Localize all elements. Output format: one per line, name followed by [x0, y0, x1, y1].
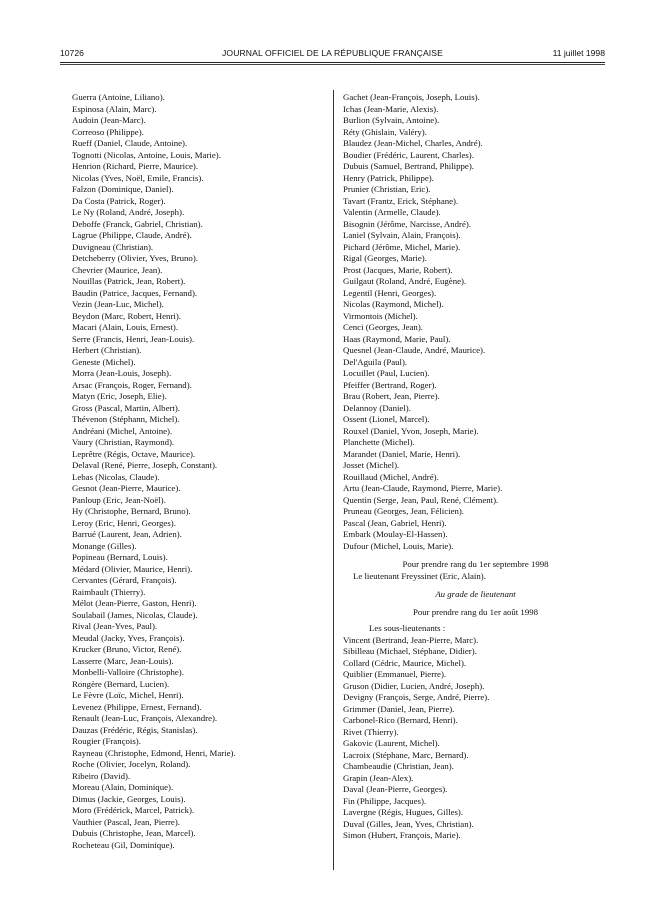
name-entry: Mélot (Jean-Pierre, Gaston, Henri).	[72, 598, 197, 608]
name-entry: Lacroix (Stéphane, Marc, Bernard).	[343, 749, 469, 760]
name-entry: Pruneau (Georges, Jean, Félicien).	[343, 506, 465, 516]
name-entry: Espinosa (Alain, Marc).	[72, 103, 157, 114]
name-entry: Hy (Christophe, Bernard, Bruno).	[72, 506, 191, 516]
name-entry: Legentil (Henri, Georges).	[343, 287, 437, 298]
name-entry: Rival (Jean-Yves, Paul).	[72, 621, 158, 631]
name-entry: Laniel (Sylvain, Alain, François).	[343, 230, 461, 240]
right-name-list	[343, 92, 608, 552]
name-entry: Rouxel (Daniel, Yvon, Joseph, Marie).	[343, 425, 479, 436]
column-divider	[333, 90, 334, 870]
name-entry: Quesnel (Jean-Claude, André, Maurice).	[343, 345, 486, 355]
name-entry: Da Costa (Patrick, Roger).	[72, 195, 166, 206]
name-entry: Rueff (Daniel, Claude, Antoine).	[72, 138, 188, 148]
left-column	[72, 92, 327, 851]
name-entry: Dubuis (Christophe, Jean, Marcel).	[72, 828, 196, 838]
name-entry: Correoso (Philippe).	[72, 126, 144, 137]
name-entry: Guilgaut (Roland, André, Eugène).	[343, 276, 467, 286]
name-entry: Quiblier (Emmanuel, Pierre).	[343, 669, 447, 679]
name-entry: Tavart (Frantz, Erick, Stéphane).	[343, 195, 459, 206]
name-entry: Henry (Patrick, Philippe).	[343, 172, 434, 183]
name-entry: Lavergne (Régis, Hugues, Gilles).	[343, 807, 464, 817]
name-entry: Médard (Olivier, Maurice, Henri).	[72, 563, 193, 574]
journal-title: JOURNAL OFFICIEL DE LA RÉPUBLIQUE FRANÇAISE	[222, 48, 443, 58]
name-entry: Daval (Jean-Pierre, Georges).	[343, 784, 448, 794]
name-entry: Ichas (Jean-Marie, Alexis).	[343, 103, 439, 114]
name-entry: Rongère (Bernard, Lucien).	[72, 678, 170, 689]
name-entry: Lebas (Nicolas, Claude).	[72, 471, 160, 482]
name-entry: Bisognin (Jérôme, Narcisse, André).	[343, 218, 472, 229]
name-entry: Levenez (Philippe, Ernest, Fernand).	[72, 701, 202, 712]
right-column	[343, 92, 608, 842]
name-entry: Blaudez (Jean-Michel, Charles, André).	[343, 138, 483, 148]
section-heading-august: Pour prendre rang du 1er août 1998	[412, 606, 539, 617]
name-entry: Locuillet (Paul, Lucien).	[343, 368, 430, 378]
name-entry: Vaury (Christian, Raymond).	[72, 437, 175, 447]
name-entry: Rivet (Thierry).	[343, 726, 399, 737]
name-entry: Chevrier (Maurice, Jean).	[72, 264, 163, 275]
name-entry: Valentin (Armelle, Claude).	[343, 207, 441, 217]
name-entry: Dubuis (Samuel, Bertrand, Philippe).	[343, 161, 474, 171]
name-entry: Matyn (Eric, Joseph, Elie).	[72, 391, 167, 401]
name-entry: Dimus (Jackie, Georges, Louis).	[72, 793, 186, 804]
name-entry: Leroy (Eric, Henri, Georges).	[72, 517, 176, 528]
name-entry: Embark (Moulay-El-Hassen).	[343, 529, 448, 539]
name-entry: Gross (Pascal, Martin, Albert).	[72, 402, 180, 413]
name-entry: Tognotti (Nicolas, Antoine, Louis, Marie).	[72, 149, 221, 160]
name-entry: Haas (Raymond, Marie, Paul).	[343, 333, 451, 344]
name-entry: Réty (Ghislain, Valéry).	[343, 126, 427, 137]
name-entry: Moreau (Alain, Dominique).	[72, 782, 174, 792]
name-entry: Vezin (Jean-Luc, Michel).	[72, 299, 164, 309]
name-entry: Dufour (Michel, Louis, Marie).	[343, 540, 454, 551]
name-entry: Lasserre (Marc, Jean-Louis).	[72, 655, 174, 666]
name-entry: Barrué (Laurent, Jean, Adrien).	[72, 529, 182, 539]
name-entry: Popineau (Bernard, Louis).	[72, 552, 168, 562]
name-entry: Thévenon (Stéphann, Michel).	[72, 414, 180, 424]
name-entry: Andréani (Michel, Antoine).	[72, 425, 173, 436]
name-entry: Nouillas (Patrick, Jean, Robert).	[72, 276, 186, 286]
name-entry: Vauthier (Pascal, Jean, Pierre).	[72, 816, 180, 827]
name-entry: Duval (Gilles, Jean, Yves, Christian).	[343, 818, 474, 829]
name-entry: Duvigneau (Christian).	[72, 241, 154, 252]
name-entry: Rigal (Georges, Marie).	[343, 253, 427, 263]
issue-date: 11 juillet 1998	[552, 48, 605, 58]
sous-lieutenants-label: Les sous-lieutenants :	[369, 623, 446, 633]
name-entry: Henrion (Richard, Pierre, Maurice).	[72, 161, 199, 171]
freyssinet-entry: Le lieutenant Freyssinet (Eric, Alain).	[353, 570, 486, 581]
name-entry: Gachet (Jean-François, Joseph, Louis).	[343, 92, 480, 102]
name-entry: Lagrue (Philippe, Claude, André).	[72, 230, 192, 240]
header-rule-secondary	[60, 64, 605, 65]
name-entry: Serre (Francis, Henri, Jean-Louis).	[72, 333, 195, 344]
name-entry: Guerra (Antoine, Liliano).	[72, 92, 165, 102]
name-entry: Geneste (Michel).	[72, 356, 136, 367]
grade-heading: Au grade de lieutenant	[435, 589, 516, 599]
name-entry: Sibilleau (Michael, Stéphane, Didier).	[343, 646, 477, 656]
name-entry: Delaval (René, Pierre, Joseph, Constant).	[72, 460, 218, 470]
name-entry: Simon (Hubert, François, Marie).	[343, 830, 461, 840]
name-entry: Chambeaudie (Christian, Jean).	[343, 761, 454, 771]
name-entry: Pichard (Jérôme, Michel, Marie).	[343, 241, 461, 252]
name-entry: Leprêtre (Régis, Octave, Maurice).	[72, 448, 196, 459]
name-entry: Marandet (Daniel, Marie, Henri).	[343, 448, 461, 459]
name-entry: Ribeiro (David).	[72, 770, 131, 781]
name-entry: Brau (Robert, Jean, Pierre).	[343, 391, 440, 401]
section-heading-september: Pour prendre rang du 1er septembre 1998	[402, 559, 549, 569]
name-entry: Soulabail (James, Nicolas, Claude).	[72, 609, 198, 620]
page-number: 10726	[60, 48, 84, 58]
name-entry: Monbelli-Valloire (Christophe).	[72, 667, 184, 677]
sous-lieutenants-list	[343, 635, 608, 842]
name-entry: Burlion (Sylvain, Antoine).	[343, 115, 440, 125]
name-entry: Nicolas (Raymond, Michel).	[343, 299, 444, 309]
name-entry: Prunier (Christian, Eric).	[343, 184, 431, 194]
name-entry: Del'Aguila (Paul).	[343, 356, 408, 367]
name-entry: Gakovic (Laurent, Michel).	[343, 738, 440, 748]
name-entry: Rougier (François).	[72, 736, 141, 746]
name-entry: Arsac (François, Roger, Fernand).	[72, 379, 192, 390]
name-entry: Detcheberry (Olivier, Yves, Bruno).	[72, 253, 198, 263]
name-entry: Monange (Gilles).	[72, 540, 137, 551]
name-entry: Renault (Jean-Luc, François, Alexandre).	[72, 713, 218, 723]
name-entry: Gesnot (Jean-Pierre, Maurice).	[72, 483, 181, 493]
name-entry: Collard (Cédric, Maurice, Michel).	[343, 657, 467, 668]
name-entry: Carbonel-Rico (Bernard, Henri).	[343, 715, 458, 725]
name-entry: Pfeiffer (Bertrand, Roger).	[343, 379, 437, 390]
name-entry: Grimmer (Daniel, Jean, Pierre).	[343, 703, 455, 714]
name-entry: Gruson (Didier, Lucien, André, Joseph).	[343, 680, 485, 691]
name-entry: Vincent (Bertrand, Jean-Pierre, Marc).	[343, 634, 479, 645]
name-entry: Rocheteau (Gil, Dominique).	[72, 839, 175, 850]
name-entry: Le Fèvre (Loïc, Michel, Henri).	[72, 690, 184, 700]
name-entry: Artu (Jean-Claude, Raymond, Pierre, Marie).	[343, 483, 503, 493]
name-entry: Pascal (Jean, Gabriel, Henri).	[343, 517, 447, 528]
name-entry: Virmontois (Michel).	[343, 310, 418, 321]
name-entry: Rouillaud (Michel, André).	[343, 471, 439, 482]
name-entry: Quentin (Serge, Jean, Paul, René, Clément).	[343, 494, 499, 505]
name-entry: Roche (Olivier, Jocelyn, Roland).	[72, 759, 191, 769]
name-entry: Herbert (Christian).	[72, 345, 142, 355]
name-entry: Audoin (Jean-Marc).	[72, 115, 146, 125]
name-entry: Deboffe (Franck, Gabriel, Christian).	[72, 218, 203, 229]
name-entry: Dauzas (Frédéric, Régis, Stanislas).	[72, 724, 198, 735]
name-entry: Planchette (Michel).	[343, 437, 415, 447]
name-entry: Moro (Frédérick, Marcel, Patrick).	[72, 805, 195, 815]
name-entry: Grapin (Jean-Alex).	[343, 772, 414, 783]
name-entry: Morra (Jean-Louis, Joseph).	[72, 368, 172, 378]
name-entry: Cenci (Georges, Jean).	[343, 322, 423, 332]
name-entry: Beydon (Marc, Robert, Henri).	[72, 310, 181, 321]
name-entry: Josset (Michel).	[343, 460, 400, 470]
name-entry: Krucker (Bruno, Victor, René).	[72, 644, 182, 654]
name-entry: Nicolas (Yves, Noël, Emile, Francis).	[72, 172, 204, 183]
name-entry: Rayneau (Christophe, Edmond, Henri, Marie).	[72, 747, 236, 758]
name-entry: Ossent (Lionel, Marcel).	[343, 414, 430, 424]
name-entry: Macari (Alain, Louis, Ernest).	[72, 322, 179, 332]
name-entry: Cervantes (Gérard, François).	[72, 575, 177, 585]
name-entry: Raimbault (Thierry).	[72, 586, 146, 597]
name-entry: Panloup (Eric, Jean-Noël).	[72, 494, 166, 505]
name-entry: Le Ny (Roland, André, Joseph).	[72, 207, 185, 217]
name-entry: Falzon (Dominique, Daniel).	[72, 184, 174, 194]
name-entry: Delannoy (Daniel).	[343, 402, 411, 413]
name-entry: Boudier (Frédéric, Laurent, Charles).	[343, 149, 474, 160]
name-entry: Fin (Philippe, Jacques).	[343, 795, 427, 806]
header-rule	[60, 62, 605, 63]
name-entry: Baudin (Patrice, Jacques, Fernand).	[72, 287, 198, 298]
name-entry: Devigny (François, Serge, André, Pierre).	[343, 692, 490, 702]
name-entry: Prost (Jacques, Marie, Robert).	[343, 264, 453, 275]
name-entry: Meudal (Jacky, Yves, François).	[72, 632, 185, 643]
